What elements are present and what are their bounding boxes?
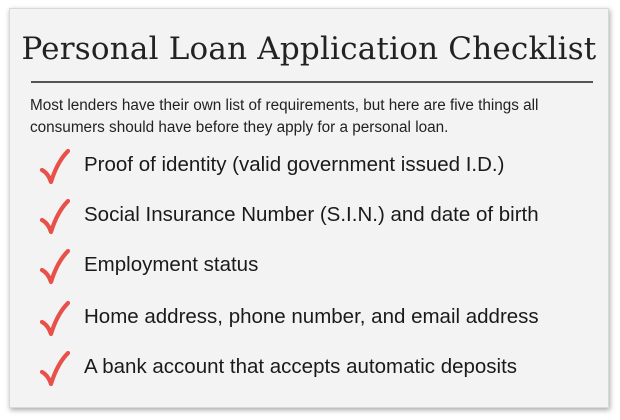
checklist-item <box>40 199 600 239</box>
checklist-item-label: Social Insurance Number (S.I.N.) and date of birth <box>84 203 539 226</box>
intro-line: Most lenders have their own list of requirements, but here are five things all <box>30 97 539 114</box>
checklist-item <box>40 249 600 289</box>
checklist-item <box>40 149 600 189</box>
checklist-item-label: Home address, phone number, and email address <box>84 305 539 328</box>
intro-line: consumers should have before they apply for a personal loan. <box>30 119 449 136</box>
checklist-item-label: A bank account that accepts automatic deposits <box>84 355 518 378</box>
checkmark-icon <box>40 351 70 387</box>
checklist-item <box>40 351 600 391</box>
checklist-item-label: Proof of identity (valid government issued I.D.) <box>84 153 505 176</box>
checkmark-icon <box>40 149 70 185</box>
checklist-card <box>9 8 609 408</box>
checklist-item <box>40 301 600 341</box>
checkmark-icon <box>40 199 70 235</box>
page-title: Personal Loan Application Checklist <box>21 31 597 67</box>
checklist-item-label: Employment status <box>84 253 259 276</box>
checkmark-icon <box>40 301 70 337</box>
checkmark-icon <box>40 249 70 285</box>
checklist <box>10 9 608 407</box>
